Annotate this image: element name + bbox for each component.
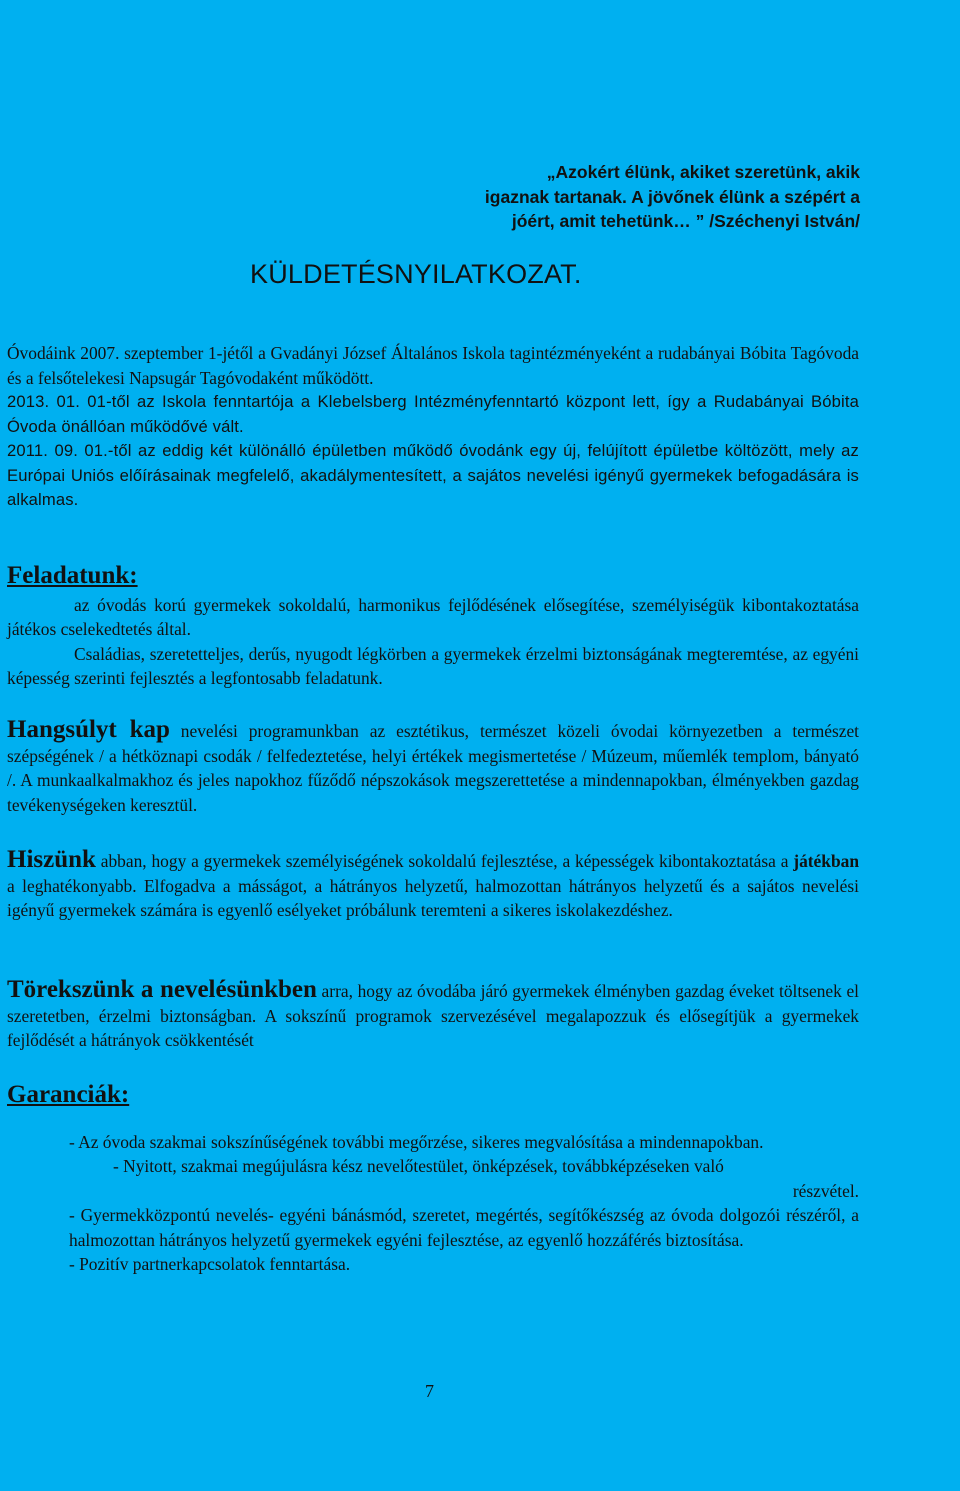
guarantee-item-3: - Gyermekközpontú nevelés- egyéni bánásmód, szeretet, megértés, segítőkészség az óvoda dolgozói részéről, a halmozottan hátrányos helyzetű gyermekek egyéni fejlesztése, az egyenlő hozzáférés biztosítása. [69,1205,859,1250]
mission-title: KÜLDETÉSNYILATKOZAT. [250,259,582,289]
aim-section [7,978,859,1053]
history-paragraph-2: 2013. 01. 01-től az Iskola fenntartója a Klebelsberg Intézményfenntartó központ lett, így a Rudabányai Bóbita Óvoda önállóan működővé vált. [7,392,859,436]
guarantee-item-2a: - Nyitott, szakmai megújulásra kész nevelőtestület, önképzések, továbbképzéseken való [113,1156,724,1176]
tasks-section [7,564,859,691]
belief-paragraph [7,848,859,923]
motto-quote [400,160,860,234]
aim-paragraph [7,978,859,1053]
page-number: 7 [425,1381,434,1401]
aim-text: arra, hogy az óvodába járó gyermekek élményben gazdag éveket töltsenek el szeretetben, érzelmi biztonságban. A sokszínű programok szervezésével megalapozzuk és elősegítjük a gyermekek fejlődését a hátrányok csökkentését [7,981,859,1050]
history-paragraph-1: Óvodáink 2007. szeptember 1-jétől a Gvadányi József Általános Iskola tagintézményeként a rudabányai Bóbita Tagóvoda és a felsőtelekesi Napsugár Tagóvodaként működött. [7,343,859,388]
history-section [7,341,859,513]
tasks-heading: Feladatunk: [7,562,138,589]
guarantees-section [7,1083,859,1277]
guarantees-heading: Garanciák: [7,1081,130,1108]
motto-line-1: „Azokért élünk, akiket szeretünk, akik [546,162,860,182]
emphasis-text: nevelési programunkban az esztétikus, természet közeli óvodai környezetben a természet szépségének / a hétköznapi csodák / felfedeztetése, helyi értékek megismertetése / Múzeum, műemlék templom, bányató /. A munkaalkalmakhoz és jeles napokhoz fűződő népszokások megszerettetése a mindennapokban, élményekben gazdag tevékenységeken keresztül. [7,721,860,815]
motto-line-3: jóért, amit tehetünk… ” /Széchenyi István/ [511,211,860,231]
belief-text-b: a leghatékonyabb. Elfogadva a másságot, a hátrányos helyzetű, halmozottan hátrányos helyzetű és a sajátos nevelési igényű gyermekek számára is egyenlő esélyeket próbálunk teremteni a sikeres iskolakezdéshez. [7,875,859,920]
tasks-paragraph-1: az óvodás korú gyermekek sokoldalú, harmonikus fejlődésének elősegítése, személyiségük kibontakoztatása játékos cselekedtetés által. [7,594,859,639]
motto-line-2: igaznak tartanak. A jövőnek élünk a szépért a [484,186,860,207]
guarantee-item-4: - Pozitív partnerkapcsolatok fenntartása. [69,1254,351,1274]
history-paragraph-3: 2011. 09. 01.-től az eddig két különálló épületben működő óvodánk egy új, felújított épületbe költözött, mely az Európai Uniós előírásainak megfelelő, akadálymentesített, a sajátos nevelési igényű gyermekek befogadására is alkalmas. [7,441,859,509]
belief-heading: Hiszünk [7,846,96,873]
aim-heading: Törekszünk a nevelésünkben [7,976,317,1003]
tasks-paragraph-2: Családias, szeretetteljes, derűs, nyugodt légkörben a gyermekek érzelmi biztonságának megteremtése, az egyéni képesség szerinti fejlesztés a legfontosabb feladatunk. [7,643,859,688]
guarantee-item-2b: részvétel. [792,1180,859,1201]
emphasis-heading: Hangsúlyt kap [7,716,170,743]
belief-bold-word: játékban [793,851,859,871]
guarantee-item-1: - Az óvoda szakmai sokszínűségének további megőrzése, sikeres megvalósítása a mindennapokban. [69,1131,764,1152]
belief-text-a: abban, hogy a gyermekek személyiségének sokoldalú fejlesztése, a képességek kibontakoztatása a [95,851,794,871]
emphasis-section [7,718,859,817]
belief-section [7,848,859,923]
emphasis-paragraph [7,718,859,817]
